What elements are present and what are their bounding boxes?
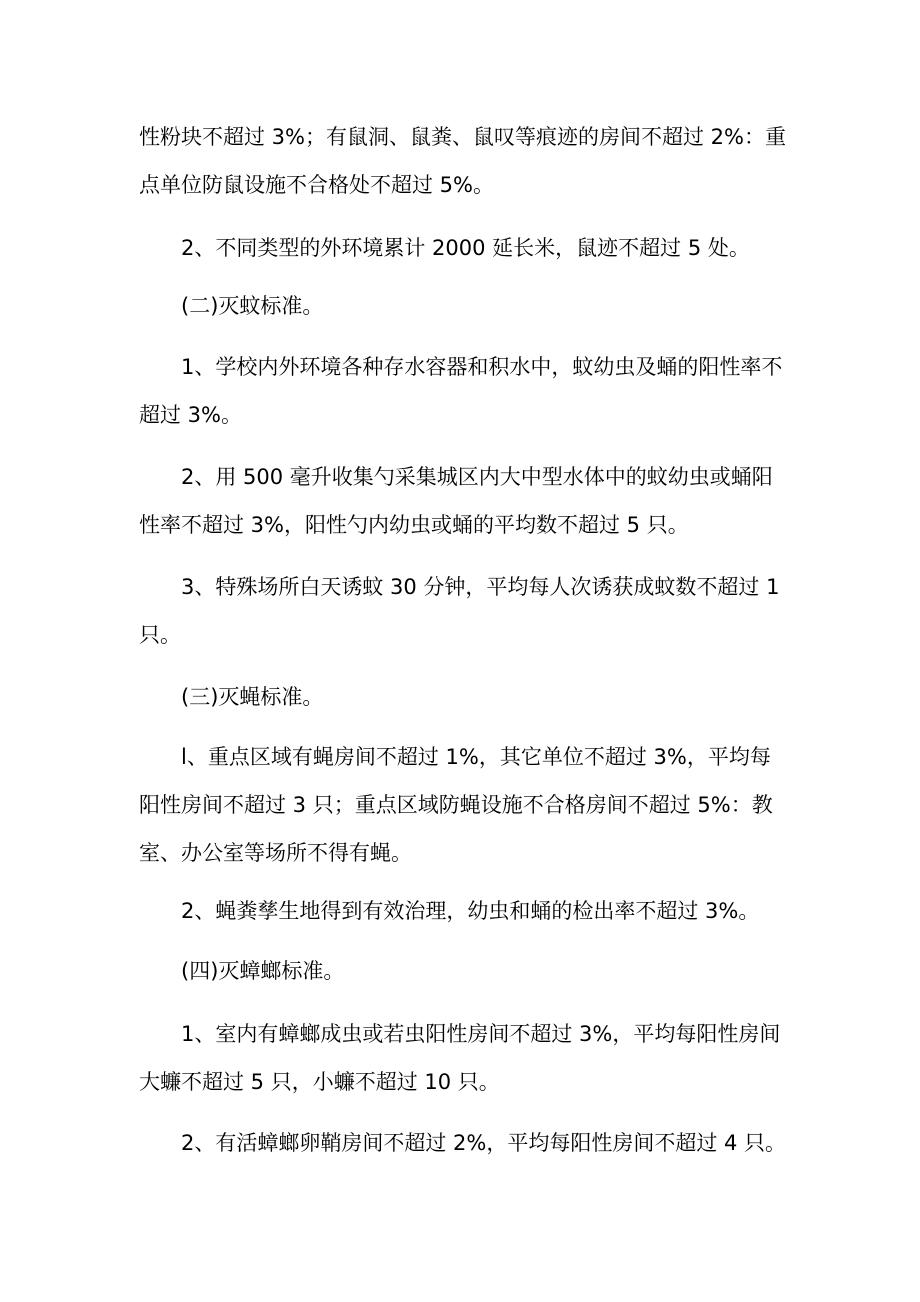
- heading-fly-standard: (三)灭蝇标准。: [181, 685, 324, 709]
- paragraph-mosquito-2: 2、用 500 毫升收集勺采集城区内大中型水体中的蚊幼虫或蛹阳性率不超过 3%，阳性勺内幼虫或蛹的平均数不超过 5 只。: [139, 465, 773, 537]
- paragraph-mosquito-3: 3、特殊场所白天诱蚊 30 分钟，平均每人次诱获成蚊数不超过 1 只。: [139, 575, 780, 647]
- paragraph-rat-criteria-continued: 性粉块不超过 3%；有鼠洞、鼠粪、鼠叹等痕迹的房间不超过 2%：重点单位防鼠设施不合格处不超过 5%。: [139, 125, 786, 197]
- paragraph-cockroach-2: 2、有活蟑螂卵鞘房间不超过 2%，平均每阳性房间不超过 4 只。: [181, 1131, 787, 1155]
- heading-mosquito-standard: (二)灭蚊标准。: [181, 294, 324, 318]
- paragraph-cockroach-1: 1、室内有蟑螂成虫或若虫阳性房间不超过 3%，平均每阳性房间大蠊不超过 5 只，小蠊不超过 10 只。: [139, 1022, 781, 1094]
- paragraph-mosquito-1: 1、学校内外环境各种存水容器和积水中，蚊幼虫及蛹的阳性率不超过 3%。: [139, 355, 783, 427]
- paragraph-fly-2: 2、蝇粪孳生地得到有效治理，幼虫和蛹的检出率不超过 3%。: [181, 899, 760, 923]
- paragraph-fly-1: l、重点区域有蝇房间不超过 1%，其它单位不超过 3%，平均每阳性房间不超过 3 只；重点区域防蝇设施不合格房间不超过 5%：教室、办公室等场所不得有蝇。: [139, 745, 773, 865]
- paragraph-rat-outdoor: 2、不同类型的外环境累计 2000 延长米，鼠迹不超过 5 处。: [181, 236, 750, 260]
- heading-cockroach-standard: (四)灭蟑螂标准。: [181, 959, 345, 983]
